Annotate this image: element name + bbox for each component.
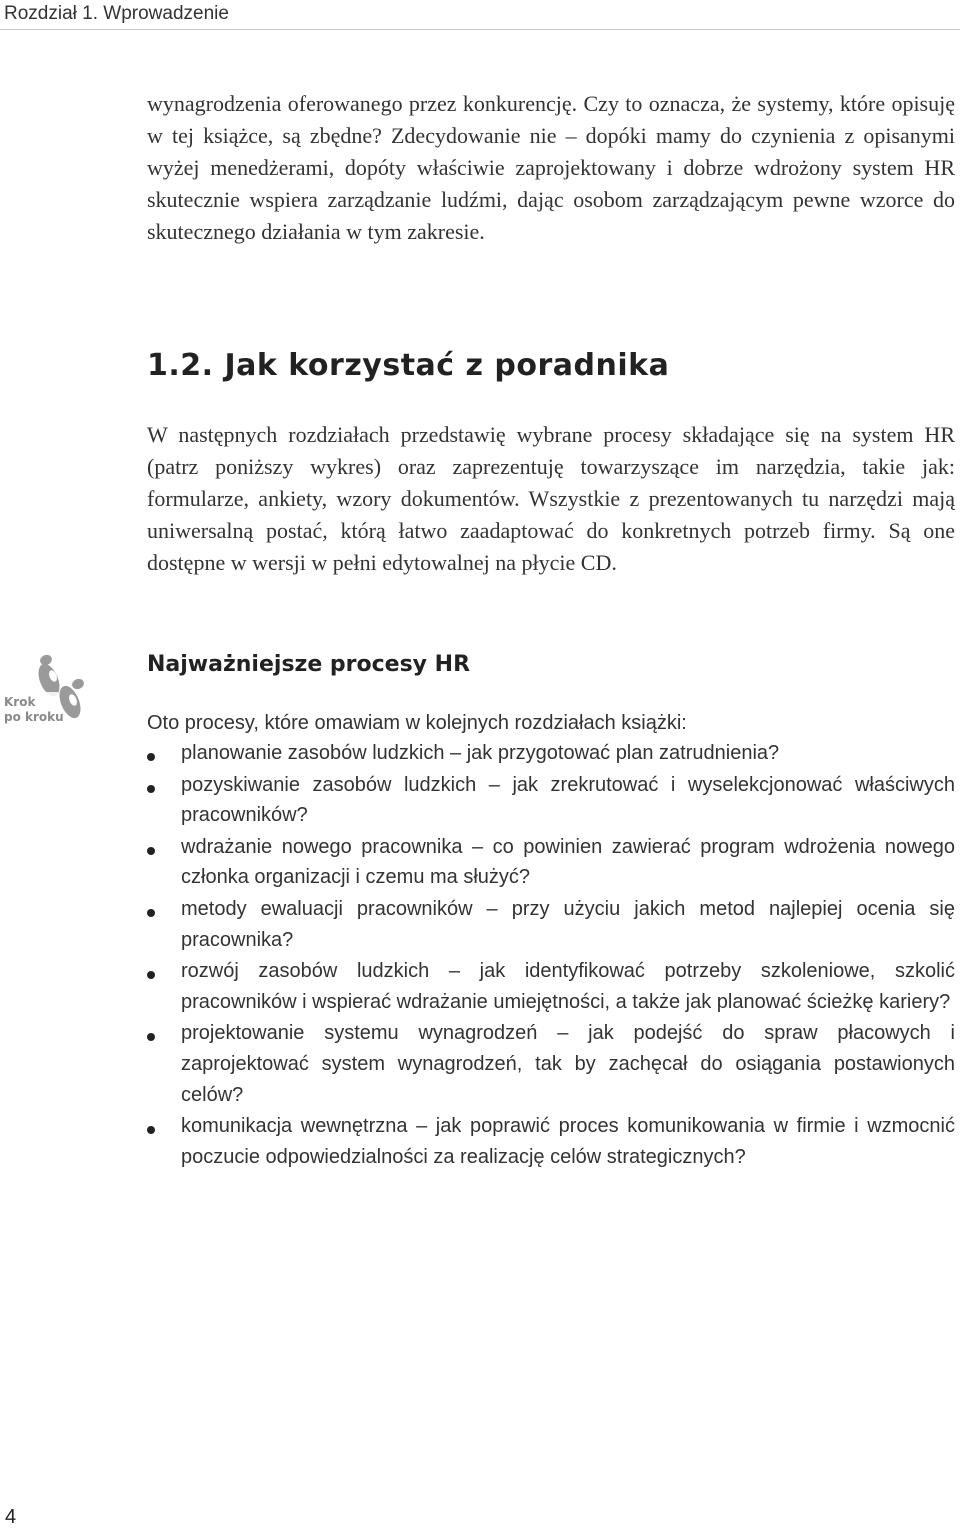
list-lead-in: Oto procesy, które omawiam w kolejnych rozdziałach książki:: [147, 712, 687, 734]
list-item-text: komunikacja wewnętrzna – jak poprawić proces komunikowania w firmie i wzmocnić poczucie odpowiedzialności za realizację celów strategicznych?: [181, 1115, 955, 1168]
section-paragraph: W następnych rozdziałach przedstawię wybrane procesy składające się na system HR (patrz poniższy wykres) oraz zaprezentuję towarzyszące im narzędzia, takie jak: formularze, ankiety, wzory dokumentów. Wszystkie z prezentowanych tu narzędzi mają uniwersalną postać, którą łatwo zaadaptować do konkretnych potrzeb firmy. Są one dostępne w wersji w pełni edytowalnej na płycie CD.: [147, 422, 955, 575]
page-number: 4: [5, 1506, 17, 1528]
section-heading: 1.2. Jak korzystać z poradnika: [147, 348, 670, 383]
running-title: Rozdział 1. Wprowadzenie: [4, 3, 229, 24]
intro-paragraph: wynagrodzenia oferowanego przez konkurencję. Czy to oznacza, że systemy, które opisuję w tej książce, są zbędne? Zdecydowanie nie – dopóki mamy do czynienia z opisanymi wyżej menedżerami, dopóty właściwie zaprojektowany i dobrze wdrożony system HR skutecznie wspiera zarządzanie ludźmi, dając osobom zarządzającym pewne wzorce do skutecznego działania w tym zakresie.: [147, 91, 955, 244]
process-list: [147, 738, 955, 1173]
list-item: [147, 738, 955, 769]
bullet-icon: [147, 847, 155, 855]
list-item-text: wdrażanie nowego pracownika – co powinien zawierać program wdrożenia nowego członka organizacji i czemu ma służyć?: [181, 835, 955, 889]
list-item-text: pozyskiwanie zasobów ludzkich – jak zrekrutować i wyselekcjonować właściwych pracowników?: [181, 773, 955, 827]
list-item: [147, 832, 955, 893]
list-item-text: planowanie zasobów ludzkich – jak przygotować plan zatrudnienia?: [181, 742, 780, 764]
list-item: [147, 770, 955, 831]
bullet-icon: [147, 971, 155, 979]
bullet-icon: [147, 1126, 155, 1134]
list-item-text: metody ewaluacji pracowników – przy użyciu jakich metod najlepiej ocenia się pracownika?: [181, 897, 955, 951]
bullet-icon: [147, 785, 155, 793]
list-item: [147, 894, 955, 955]
list-item-text: projektowanie systemu wynagrodzeń – jak podejść do spraw płacowych i zaprojektować system wynagrodzeń, tak by zachęcał do osiągania postawionych celów?: [181, 1022, 955, 1106]
footprints-icon: [0, 652, 90, 726]
header-rule: [0, 29, 960, 30]
bullet-icon: [147, 753, 155, 761]
step-by-step-badge: [0, 652, 90, 726]
bullet-icon: [147, 909, 155, 917]
running-header: [0, 0, 960, 32]
list-item: [147, 1111, 955, 1172]
subsection-heading: Najważniejsze procesy HR: [147, 652, 471, 677]
badge-label-line1: Krok: [4, 695, 36, 709]
bullet-icon: [147, 1033, 155, 1041]
list-item: [147, 1018, 955, 1110]
list-item-text: rozwój zasobów ludzkich – jak identyfikować potrzeby szkoleniowe, szkolić pracowników i wspierać wdrażanie umiejętności, a także jak planować ścieżkę kariery?: [181, 960, 955, 1013]
badge-label-line2: po kroku: [4, 710, 64, 724]
list-item: [147, 956, 955, 1017]
